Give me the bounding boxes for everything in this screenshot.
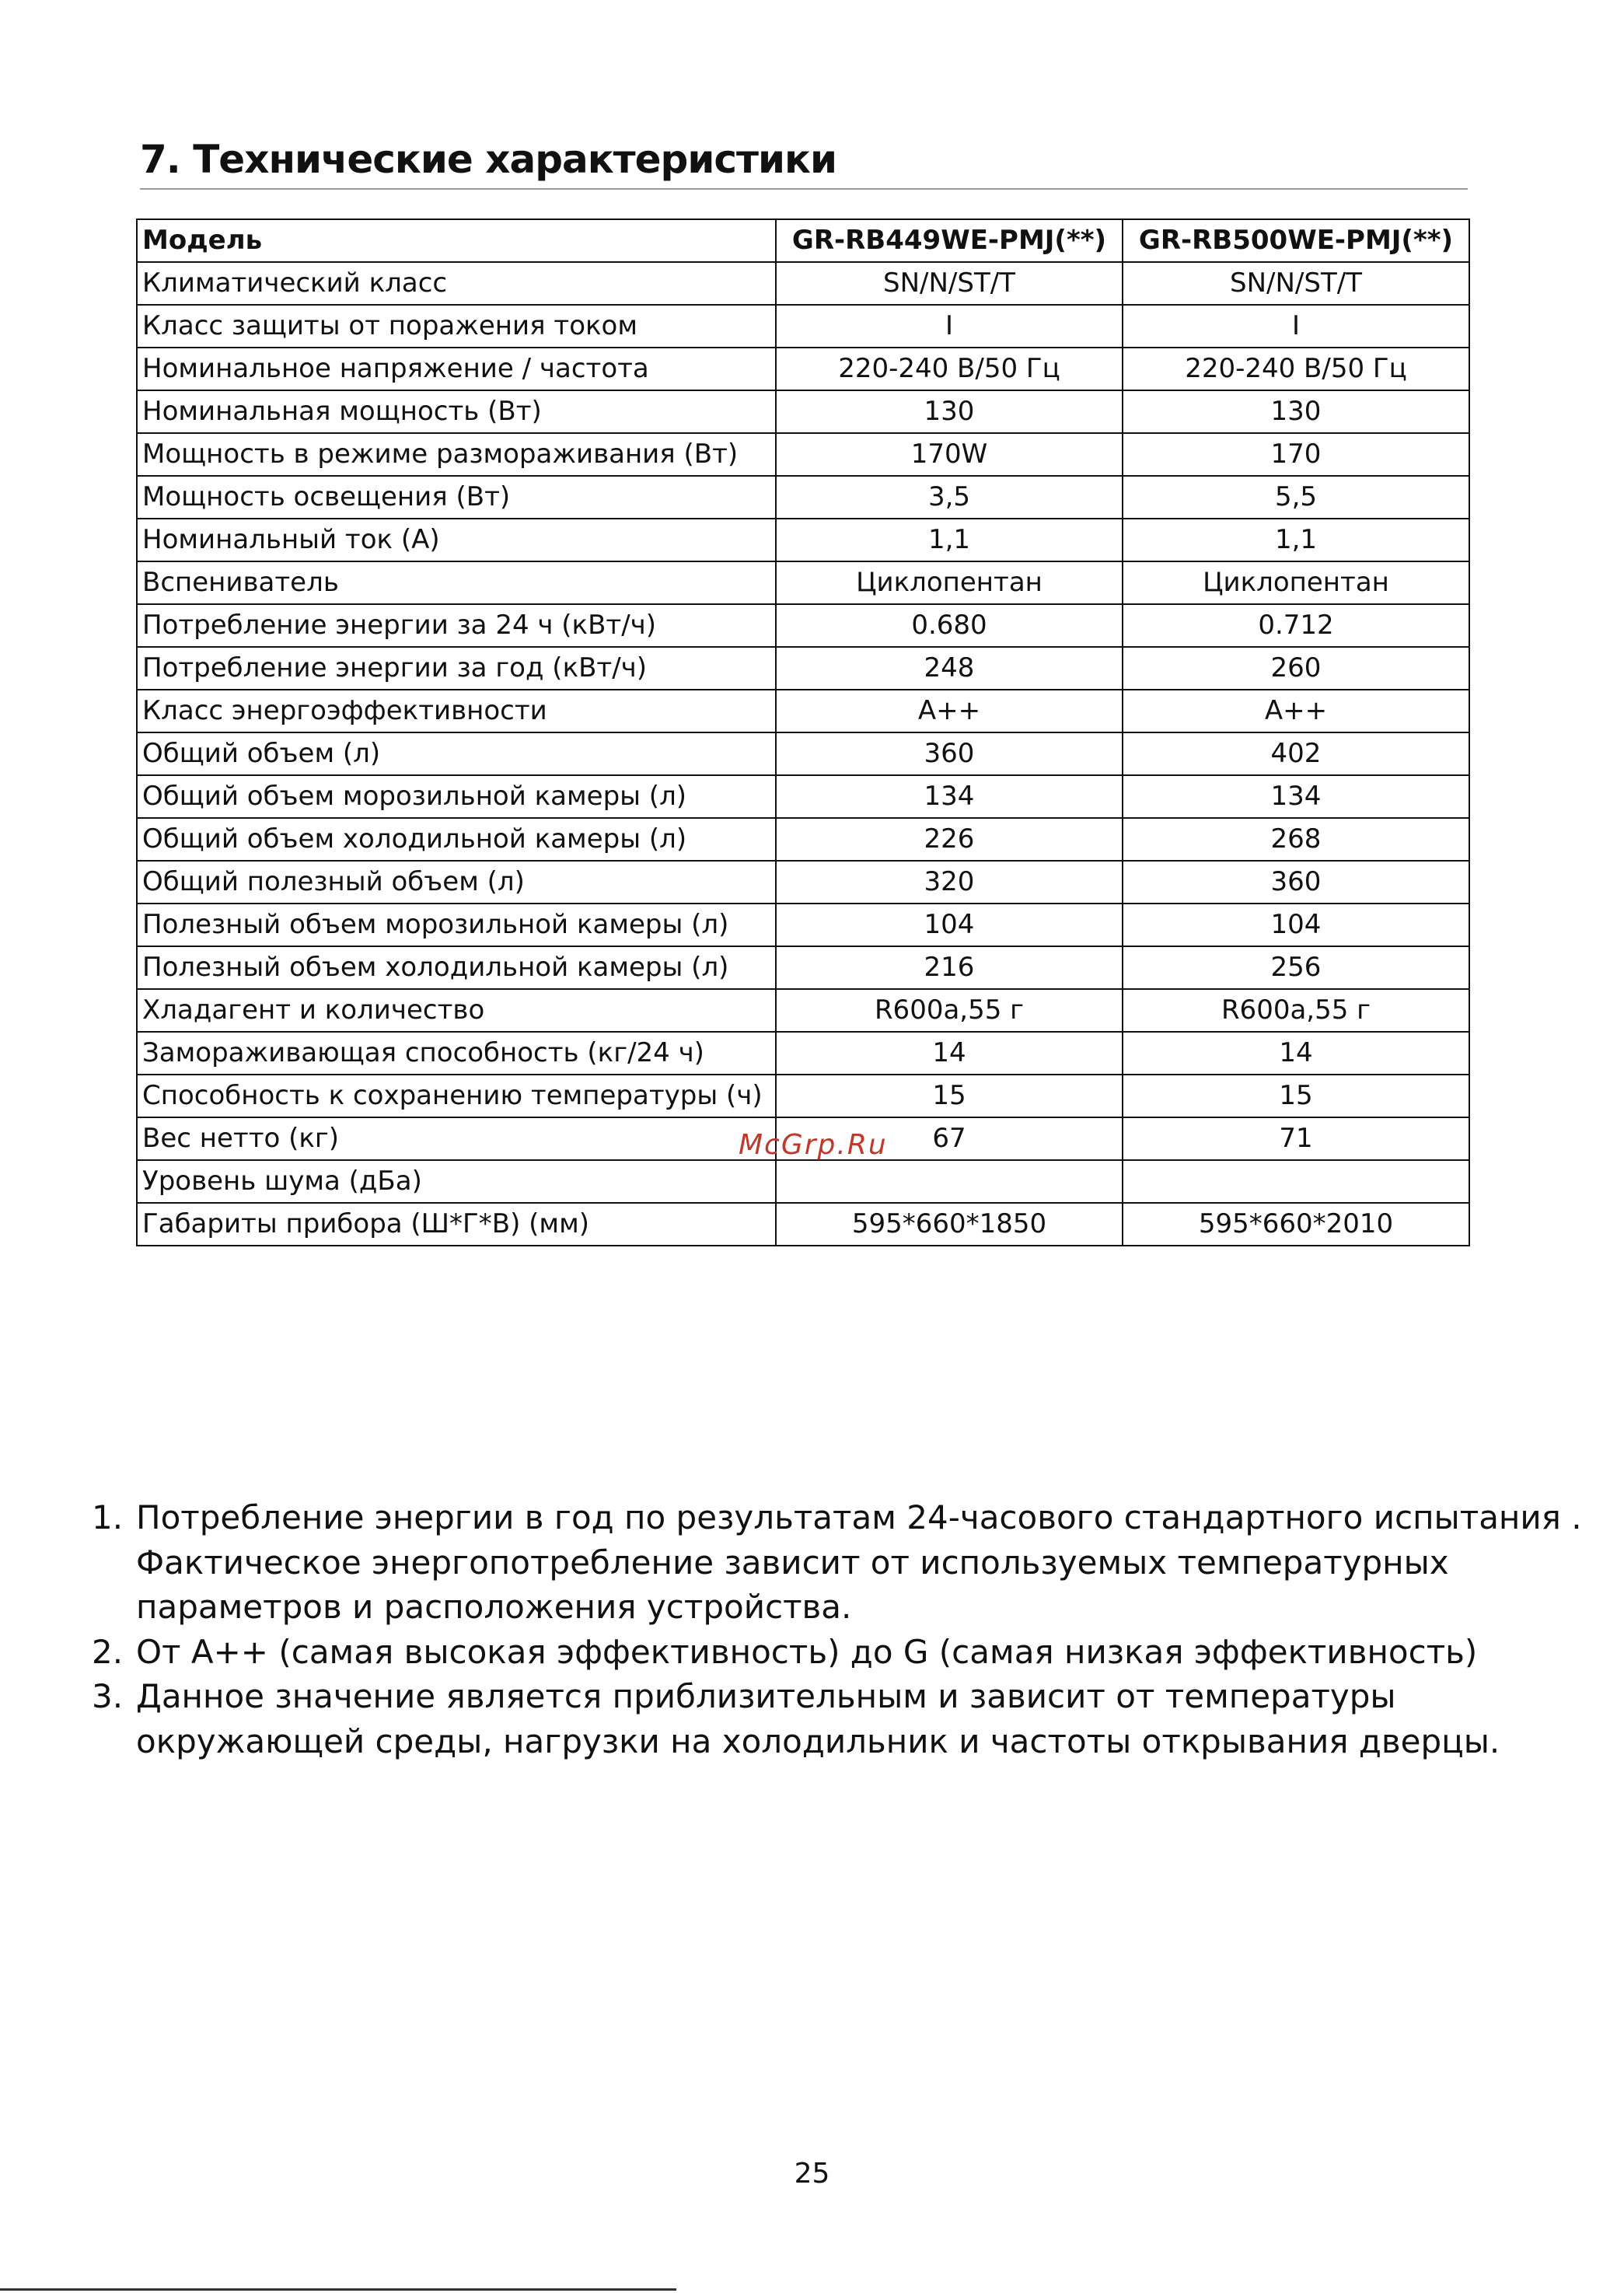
table-row — [137, 818, 1469, 861]
header-cell-model-1: GR-RB449WE-PMJ(**) — [776, 219, 1123, 262]
table-row — [137, 989, 1469, 1032]
row-value-cell: R600a,55 г — [1123, 989, 1469, 1032]
row-label-cell: Номинальный ток (А) — [137, 519, 776, 561]
table-row — [137, 1160, 1469, 1203]
table-row — [137, 561, 1469, 604]
row-label-cell: Мощность в режиме размораживания (Вт) — [137, 433, 776, 476]
row-label-cell: Общий полезный объем (л) — [137, 861, 776, 904]
row-value-cell: А++ — [776, 690, 1123, 732]
footnote-number: 1. — [92, 1498, 124, 1536]
row-value-cell: 15 — [776, 1075, 1123, 1117]
row-value-cell: 260 — [1123, 647, 1469, 690]
table-row — [137, 647, 1469, 690]
table-row — [137, 690, 1469, 732]
row-label-cell: Вспениватель — [137, 561, 776, 604]
row-label-cell: Вес нетто (кг) — [137, 1117, 776, 1160]
row-value-cell: 134 — [1123, 775, 1469, 818]
row-label-cell: Общий объем морозильной камеры (л) — [137, 775, 776, 818]
row-label-cell: Класс защиты от поражения током — [137, 305, 776, 348]
row-value-cell: 67 — [776, 1117, 1123, 1160]
row-label-cell: Габариты прибора (Ш*Г*В) (мм) — [137, 1203, 776, 1246]
row-value-cell: Циклопентан — [1123, 561, 1469, 604]
row-label-cell: Замораживающая способность (кг/24 ч) — [137, 1032, 776, 1075]
row-label-cell: Полезный объем морозильной камеры (л) — [137, 904, 776, 946]
row-label-cell: Общий объем (л) — [137, 732, 776, 775]
row-value-cell: 595*660*2010 — [1123, 1203, 1469, 1246]
bottom-divider — [0, 2288, 676, 2291]
table-row — [137, 348, 1469, 390]
row-value-cell: 216 — [776, 946, 1123, 989]
row-value-cell: 268 — [1123, 818, 1469, 861]
row-value-cell — [776, 1160, 1123, 1203]
row-value-cell: 402 — [1123, 732, 1469, 775]
row-value-cell: 170 — [1123, 433, 1469, 476]
row-value-cell: 256 — [1123, 946, 1469, 989]
row-value-cell: 360 — [1123, 861, 1469, 904]
row-value-cell: 248 — [776, 647, 1123, 690]
footnote-line: Данное значение является приблизительным и зависит от температуры — [136, 1677, 1396, 1715]
row-value-cell: 1,1 — [776, 519, 1123, 561]
footnote-item — [92, 1674, 1522, 1763]
row-value-cell: А++ — [1123, 690, 1469, 732]
table-row — [137, 305, 1469, 348]
row-label-cell: Уровень шума (дБа) — [137, 1160, 776, 1203]
row-value-cell: 130 — [776, 390, 1123, 433]
table-row — [137, 946, 1469, 989]
spec-table-body — [137, 219, 1469, 1246]
row-value-cell: 595*660*1850 — [776, 1203, 1123, 1246]
table-row — [137, 476, 1469, 519]
row-value-cell: 134 — [776, 775, 1123, 818]
table-row — [137, 1203, 1469, 1246]
row-value-cell: 14 — [776, 1032, 1123, 1075]
row-value-cell: 0.680 — [776, 604, 1123, 647]
footnotes-list — [92, 1495, 1582, 1763]
row-label-cell: Мощность освещения (Вт) — [137, 476, 776, 519]
footnote-item — [92, 1495, 1582, 1630]
title-divider — [140, 188, 1468, 190]
watermark: McGrp.Ru — [739, 1129, 888, 1161]
row-value-cell: 220-240 В/50 Гц — [1123, 348, 1469, 390]
row-value-cell: 104 — [776, 904, 1123, 946]
page-title: 7. Технические характеристики — [140, 137, 836, 182]
row-value-cell: 14 — [1123, 1032, 1469, 1075]
footnote-item — [92, 1630, 1522, 1675]
footnote-line: От А++ (самая высокая эффективность) до G (самая низкая эффективность) — [136, 1632, 1478, 1671]
table-row — [137, 433, 1469, 476]
row-label-cell: Номинальная мощность (Вт) — [137, 390, 776, 433]
footnote-number: 3. — [92, 1677, 124, 1715]
row-value-cell: 130 — [1123, 390, 1469, 433]
row-label-cell: Номинальное напряжение / частота — [137, 348, 776, 390]
table-row — [137, 861, 1469, 904]
row-value-cell: 0.712 — [1123, 604, 1469, 647]
row-value-cell: 220-240 В/50 Гц — [776, 348, 1123, 390]
row-value-cell: Циклопентан — [776, 561, 1123, 604]
row-value-cell: 5,5 — [1123, 476, 1469, 519]
header-cell-model-2: GR-RB500WE-PMJ(**) — [1123, 219, 1469, 262]
row-value-cell: I — [1123, 305, 1469, 348]
row-value-cell: 170W — [776, 433, 1123, 476]
footnote-line: окружающей среды, нагрузки на холодильник и частоты открывания дверцы. — [136, 1721, 1500, 1760]
row-label-cell: Потребление энергии за 24 ч (кВт/ч) — [137, 604, 776, 647]
spec-table — [136, 218, 1470, 1246]
footnote-line: параметров и расположения устройства. — [136, 1588, 852, 1626]
row-value-cell: 71 — [1123, 1117, 1469, 1160]
row-label-cell: Класс энергоэффективности — [137, 690, 776, 732]
row-label-cell: Хладагент и количество — [137, 989, 776, 1032]
row-value-cell: 1,1 — [1123, 519, 1469, 561]
footnote-line: Потребление энергии в год по результатам 24-часового стандартного испытания . — [136, 1498, 1582, 1536]
table-row — [137, 604, 1469, 647]
table-row — [137, 390, 1469, 433]
table-row — [137, 262, 1469, 305]
row-value-cell: R600a,55 г — [776, 989, 1123, 1032]
row-label-cell: Общий объем холодильной камеры (л) — [137, 818, 776, 861]
row-value-cell: 104 — [1123, 904, 1469, 946]
table-row — [137, 775, 1469, 818]
row-label-cell: Климатический класс — [137, 262, 776, 305]
row-value-cell: SN/N/ST/T — [776, 262, 1123, 305]
row-label-cell: Полезный объем холодильной камеры (л) — [137, 946, 776, 989]
row-value-cell: 226 — [776, 818, 1123, 861]
row-value-cell: 320 — [776, 861, 1123, 904]
footnote-number: 2. — [92, 1632, 124, 1671]
row-value-cell: 360 — [776, 732, 1123, 775]
table-row — [137, 904, 1469, 946]
table-row — [137, 732, 1469, 775]
row-value-cell — [1123, 1160, 1469, 1203]
table-row — [137, 1032, 1469, 1075]
footnote-line: Фактическое энергопотребление зависит от используемых температурных — [136, 1543, 1449, 1582]
table-header-row — [137, 219, 1469, 262]
row-label-cell: Потребление энергии за год (кВт/ч) — [137, 647, 776, 690]
table-row — [137, 1075, 1469, 1117]
row-value-cell: 15 — [1123, 1075, 1469, 1117]
row-value-cell: I — [776, 305, 1123, 348]
row-value-cell: 3,5 — [776, 476, 1123, 519]
table-row — [137, 519, 1469, 561]
row-label-cell: Способность к сохранению температуры (ч) — [137, 1075, 776, 1117]
row-value-cell: SN/N/ST/T — [1123, 262, 1469, 305]
header-cell-model: Модель — [137, 219, 776, 262]
page-number: 25 — [794, 2158, 830, 2190]
